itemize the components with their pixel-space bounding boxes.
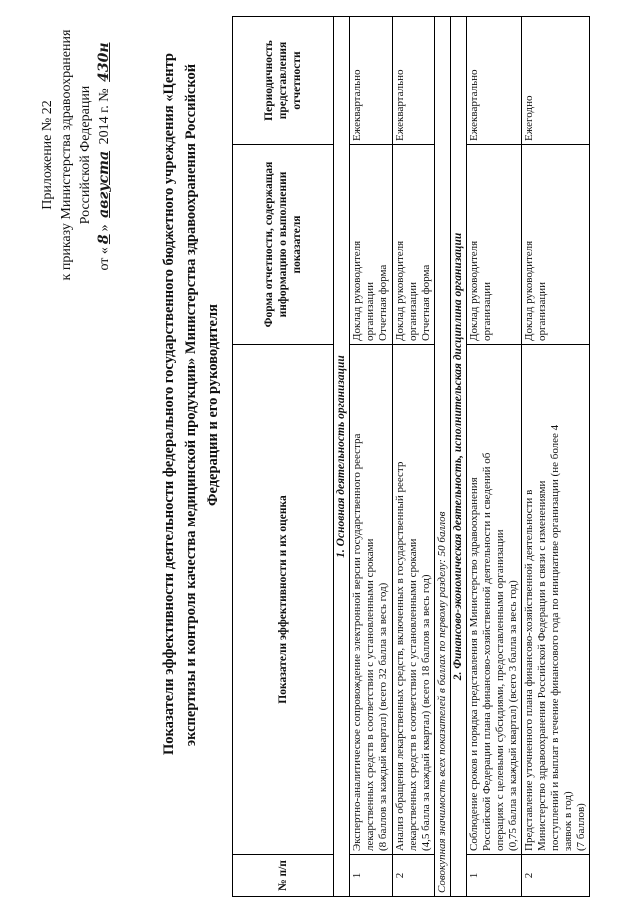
indicator-cell	[522, 345, 590, 855]
form-text: Доклад руководителя	[351, 240, 363, 341]
form-cell	[467, 145, 522, 345]
indicator-cell	[350, 345, 393, 855]
form-text: организации	[364, 281, 376, 341]
indicator-text: Министерство здравоохранения Российской Федерации в связи с изменениями	[536, 480, 548, 851]
row-number: 1	[467, 855, 522, 897]
handwritten-order-number: 430н	[96, 42, 112, 82]
appendix-order-line	[95, 15, 114, 295]
form-text: Доклад руководителя	[394, 240, 406, 341]
section-1-summary: Совокупная значимость всех показателей в баллах по первому разделу: 50 баллов	[435, 17, 451, 897]
section-2-title: 2. Финансово-экономическая деятельность, исполнительская дисциплина организации	[451, 17, 467, 897]
handwritten-day: 8	[96, 234, 112, 245]
indicator-text: Анализ обращения лекарственных средств, включенных в государственный реестр	[394, 461, 406, 851]
indicator-text: Соблюдение сроков и порядка представления в Министерство здравоохранения	[468, 477, 480, 851]
date-year: 2014 г. №	[97, 88, 112, 145]
indicator-text: (8 баллов за каждый квартал) (всего 32 балла за весь год)	[377, 582, 389, 851]
indicator-cell	[393, 345, 435, 855]
title-line-3: Федерации и его руководителя	[205, 304, 221, 506]
indicator-text: (0,75 балла за каждый квартал) (всего 3 балла за весь год)	[507, 580, 519, 851]
period-cell: Ежегодно	[522, 17, 590, 145]
indicator-text: заявок в год)	[562, 791, 574, 851]
indicator-text: операциях с целевыми субсидиями, предоставленными организации	[494, 529, 506, 851]
table-row	[467, 17, 522, 897]
appendix-line-2: к приказу Министерства здравоохранения	[59, 29, 74, 281]
summary-row	[435, 17, 451, 897]
section-row	[451, 17, 467, 897]
indicators-table	[232, 16, 590, 897]
appendix-header	[38, 15, 114, 295]
period-cell: Ежеквартально	[467, 17, 522, 145]
indicator-text: (4,5 балла за каждый квартал) (всего 18 баллов за весь год)	[420, 574, 432, 851]
date-prefix: от «	[97, 247, 112, 271]
form-cell	[522, 145, 590, 345]
row-number: 2	[393, 855, 435, 897]
date-mid: »	[97, 224, 112, 232]
form-cell	[350, 145, 393, 345]
section-row	[334, 17, 350, 897]
indicator-text: Представление уточненного плана финансово-хозяйственной деятельности в	[523, 489, 535, 851]
form-text: Отчетная форма	[377, 264, 389, 341]
header-indicator: Показатели эффективности и их оценка	[233, 345, 334, 855]
form-text: Отчетная форма	[420, 264, 432, 341]
header-period: Периодичность представления отчетности	[233, 17, 334, 145]
title-line-1: Показатели эффективности деятельности федерального государственного бюджетного учреждения «Центр	[161, 53, 177, 755]
indicator-text: (7 баллов)	[575, 803, 587, 851]
section-1-title: 1. Основная деятельность организации	[334, 17, 350, 897]
indicator-text: Экспертно-аналитическое сопровождение электронной версии государственного реестра	[351, 433, 363, 851]
form-text: организации	[481, 281, 493, 341]
period-cell: Ежеквартально	[350, 17, 393, 145]
form-text: Доклад руководителя	[468, 240, 480, 341]
form-text: Доклад руководителя	[523, 240, 535, 341]
indicator-text: лекарственных средств в соответствии с установленными сроками	[407, 538, 419, 851]
table-header-row	[233, 17, 334, 897]
form-text: организации	[536, 281, 548, 341]
indicator-text: Российской Федерации плана финансово-хозяйственной деятельности и сведений об	[481, 452, 493, 851]
period-cell: Ежеквартально	[393, 17, 435, 145]
indicator-text: поступлений и выплат в течение финансового года по инициативе организации (не более 4	[549, 424, 561, 851]
form-text: организации	[407, 281, 419, 341]
row-number: 1	[350, 855, 393, 897]
table-row	[522, 17, 590, 897]
header-form: Форма отчетности, содержащая информацию о выполнении показателя	[233, 145, 334, 345]
row-number: 2	[522, 855, 590, 897]
table-row	[393, 17, 435, 897]
header-num: № п/п	[233, 855, 334, 897]
indicator-cell	[467, 345, 522, 855]
indicator-text: лекарственных средств в соответствии с установленными сроками	[364, 538, 376, 851]
handwritten-month: августа	[96, 150, 112, 218]
appendix-line-3: Российской Федерации	[78, 85, 93, 225]
appendix-line-1: Приложение № 22	[40, 100, 55, 210]
table-row	[350, 17, 393, 897]
title-line-2: экспертизы и контроля качества медицинской продукции» Министерства здравоохранения Российской	[183, 63, 199, 747]
document-title	[158, 55, 224, 755]
form-cell	[393, 145, 435, 345]
